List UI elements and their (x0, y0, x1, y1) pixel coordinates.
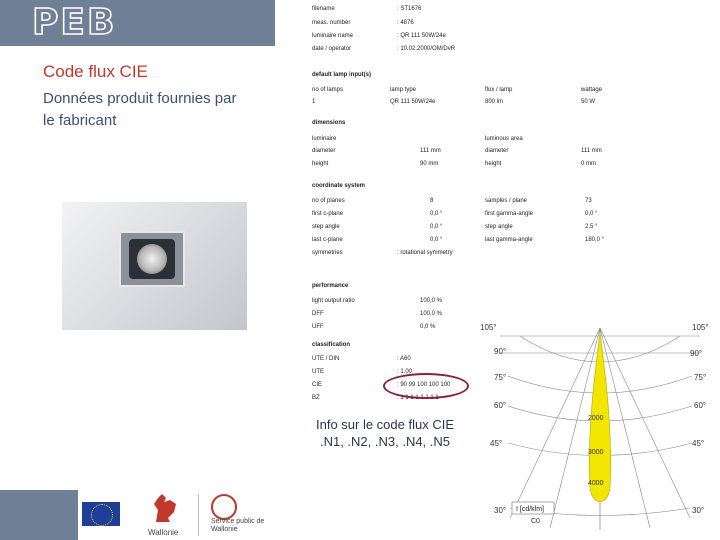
sheet-label: meas. number (312, 20, 351, 26)
sheet-value: 180,0 ° (585, 237, 605, 243)
luminaire-housing (129, 239, 175, 279)
sheet-value: 100,0 % (420, 311, 443, 317)
section-title: coordinate system (312, 183, 366, 189)
peb-logo: PEB (32, 2, 117, 43)
sheet-label: first gamma-angle (485, 211, 534, 217)
sheet-label: UTE / DIN (312, 356, 340, 362)
spw-label: Service public de Wallonie (211, 518, 265, 533)
slide-subtitle: Données produit fournies par le fabricant (43, 90, 237, 129)
sheet-value: : QR 111 50W/24e (397, 33, 446, 39)
header-band (0, 0, 275, 46)
section-title: performance (312, 283, 349, 289)
column-header: luminous area (485, 136, 523, 142)
sheet-label: no of planes (312, 198, 345, 204)
sheet-value: : 1 1 1 1 1 1 1 1 (397, 395, 439, 401)
unit-label: I [cd/klm] (516, 506, 545, 513)
sheet-value: 0,0 ° (585, 211, 598, 217)
sheet-value: 100,0 % (420, 298, 443, 304)
footer-logos (78, 490, 275, 540)
eu-stars-icon (91, 504, 113, 526)
sheet-value: : 4876 (397, 20, 414, 26)
sheet-label: CIE (312, 382, 323, 388)
sheet-label: diameter (485, 148, 509, 154)
angle-label: 60° (694, 401, 707, 410)
angle-label: 30° (494, 506, 507, 515)
plane-label: C0 (531, 518, 540, 525)
sheet-label: date / operator (312, 46, 352, 52)
sheet-value: 0,0 ° (430, 237, 443, 243)
eu-flag-icon (82, 502, 120, 526)
sheet-label: DFF (312, 311, 324, 317)
section-title: dimensions (312, 120, 346, 126)
cie-code-highlight (383, 373, 469, 399)
angle-label: 45° (490, 439, 503, 448)
section-title: classification (312, 342, 351, 348)
sheet-value: : ST1676 (397, 6, 422, 12)
table-cell: 50 W (581, 99, 596, 105)
angle-label: 60° (494, 401, 507, 410)
angle-label: 75° (694, 373, 707, 382)
wallonie-label: Wallonie (148, 528, 179, 537)
sheet-label: light output ratio (312, 298, 355, 304)
sheet-label: UTE (312, 369, 324, 375)
sheet-label: samples / plane (485, 198, 528, 204)
sheet-value: : A60 (397, 356, 411, 362)
ring-label: 2000 (588, 415, 604, 422)
table-cell: 1 (312, 99, 316, 105)
section-title: default lamp input(s) (312, 72, 371, 78)
sheet-value: : 90 99 100 100 100 (397, 382, 451, 388)
polar-grid-line (600, 328, 690, 518)
polar-grid-line (510, 328, 600, 518)
callout-line: Info sur le code flux CIE (315, 417, 454, 432)
column-header: no of lamps (312, 87, 344, 93)
sheet-value: : rotational symmetry (397, 250, 453, 256)
cie-info-callout (300, 416, 470, 450)
ring-label: 3000 (588, 449, 604, 456)
sheet-value: : 10.02.2000/OM/DvR (397, 46, 456, 52)
sheet-value: 0,0 ° (430, 224, 443, 230)
angle-label: 105° (480, 323, 497, 332)
angle-label: 90° (494, 347, 507, 356)
callout-line: .N1, .N2, .N3, .N4, .N5 (319, 434, 451, 449)
slide-title: Code flux CIE (43, 62, 148, 81)
sheet-label: BZ (312, 395, 320, 401)
angle-label: 105° (692, 323, 709, 332)
column-header: wattage (581, 87, 603, 93)
sheet-label: symmetries (312, 250, 343, 256)
luminaire-photo (62, 202, 247, 330)
table-cell: 800 lm (485, 99, 504, 105)
sheet-value: 111 mm (581, 148, 602, 154)
column-header: flux / lamp (485, 87, 513, 93)
sheet-value: 90 mm (420, 161, 439, 167)
luminaire-reflector (137, 244, 167, 274)
sheet-value: 0,0 % (420, 324, 436, 330)
angle-label: 90° (690, 349, 703, 358)
column-header: luminaire (312, 136, 337, 142)
sheet-label: diameter (312, 148, 336, 154)
spw-logo-icon (211, 494, 237, 520)
sheet-label: height (485, 161, 502, 167)
sheet-label: step angle (312, 224, 340, 230)
sheet-value: 73 (585, 198, 592, 204)
ring-label: 4000 (588, 480, 604, 487)
wallonia-rooster-icon (148, 492, 182, 524)
logo-divider (198, 494, 199, 536)
panel-divider (275, 0, 285, 540)
angle-label: 30° (692, 506, 705, 515)
sheet-value: 8 (430, 198, 434, 204)
sheet-label: filename (312, 6, 335, 12)
sheet-label: step angle (485, 224, 513, 230)
angle-label: 75° (494, 373, 507, 382)
sheet-label: last gamma-angle (485, 237, 533, 243)
angle-label: 45° (692, 439, 705, 448)
luminaire-frame (119, 231, 185, 287)
slide-left-panel (0, 0, 275, 540)
sheet-label: last c-plane (312, 237, 343, 243)
sheet-value: : 1.00 (397, 369, 413, 375)
sheet-label: height (312, 161, 329, 167)
table-cell: QR 111 50W/24e (390, 99, 436, 105)
sheet-label: UFF (312, 324, 324, 330)
column-header: lamp type (390, 87, 417, 93)
sheet-value: 2,5 ° (585, 224, 598, 230)
sheet-value: 111 mm (420, 148, 441, 154)
sheet-value: 0 mm (581, 161, 596, 167)
sheet-label: luminaire name (312, 33, 354, 39)
sheet-value: 0,0 ° (430, 211, 443, 217)
sheet-label: first c-plane (312, 211, 344, 217)
polar-diagram (480, 318, 720, 540)
